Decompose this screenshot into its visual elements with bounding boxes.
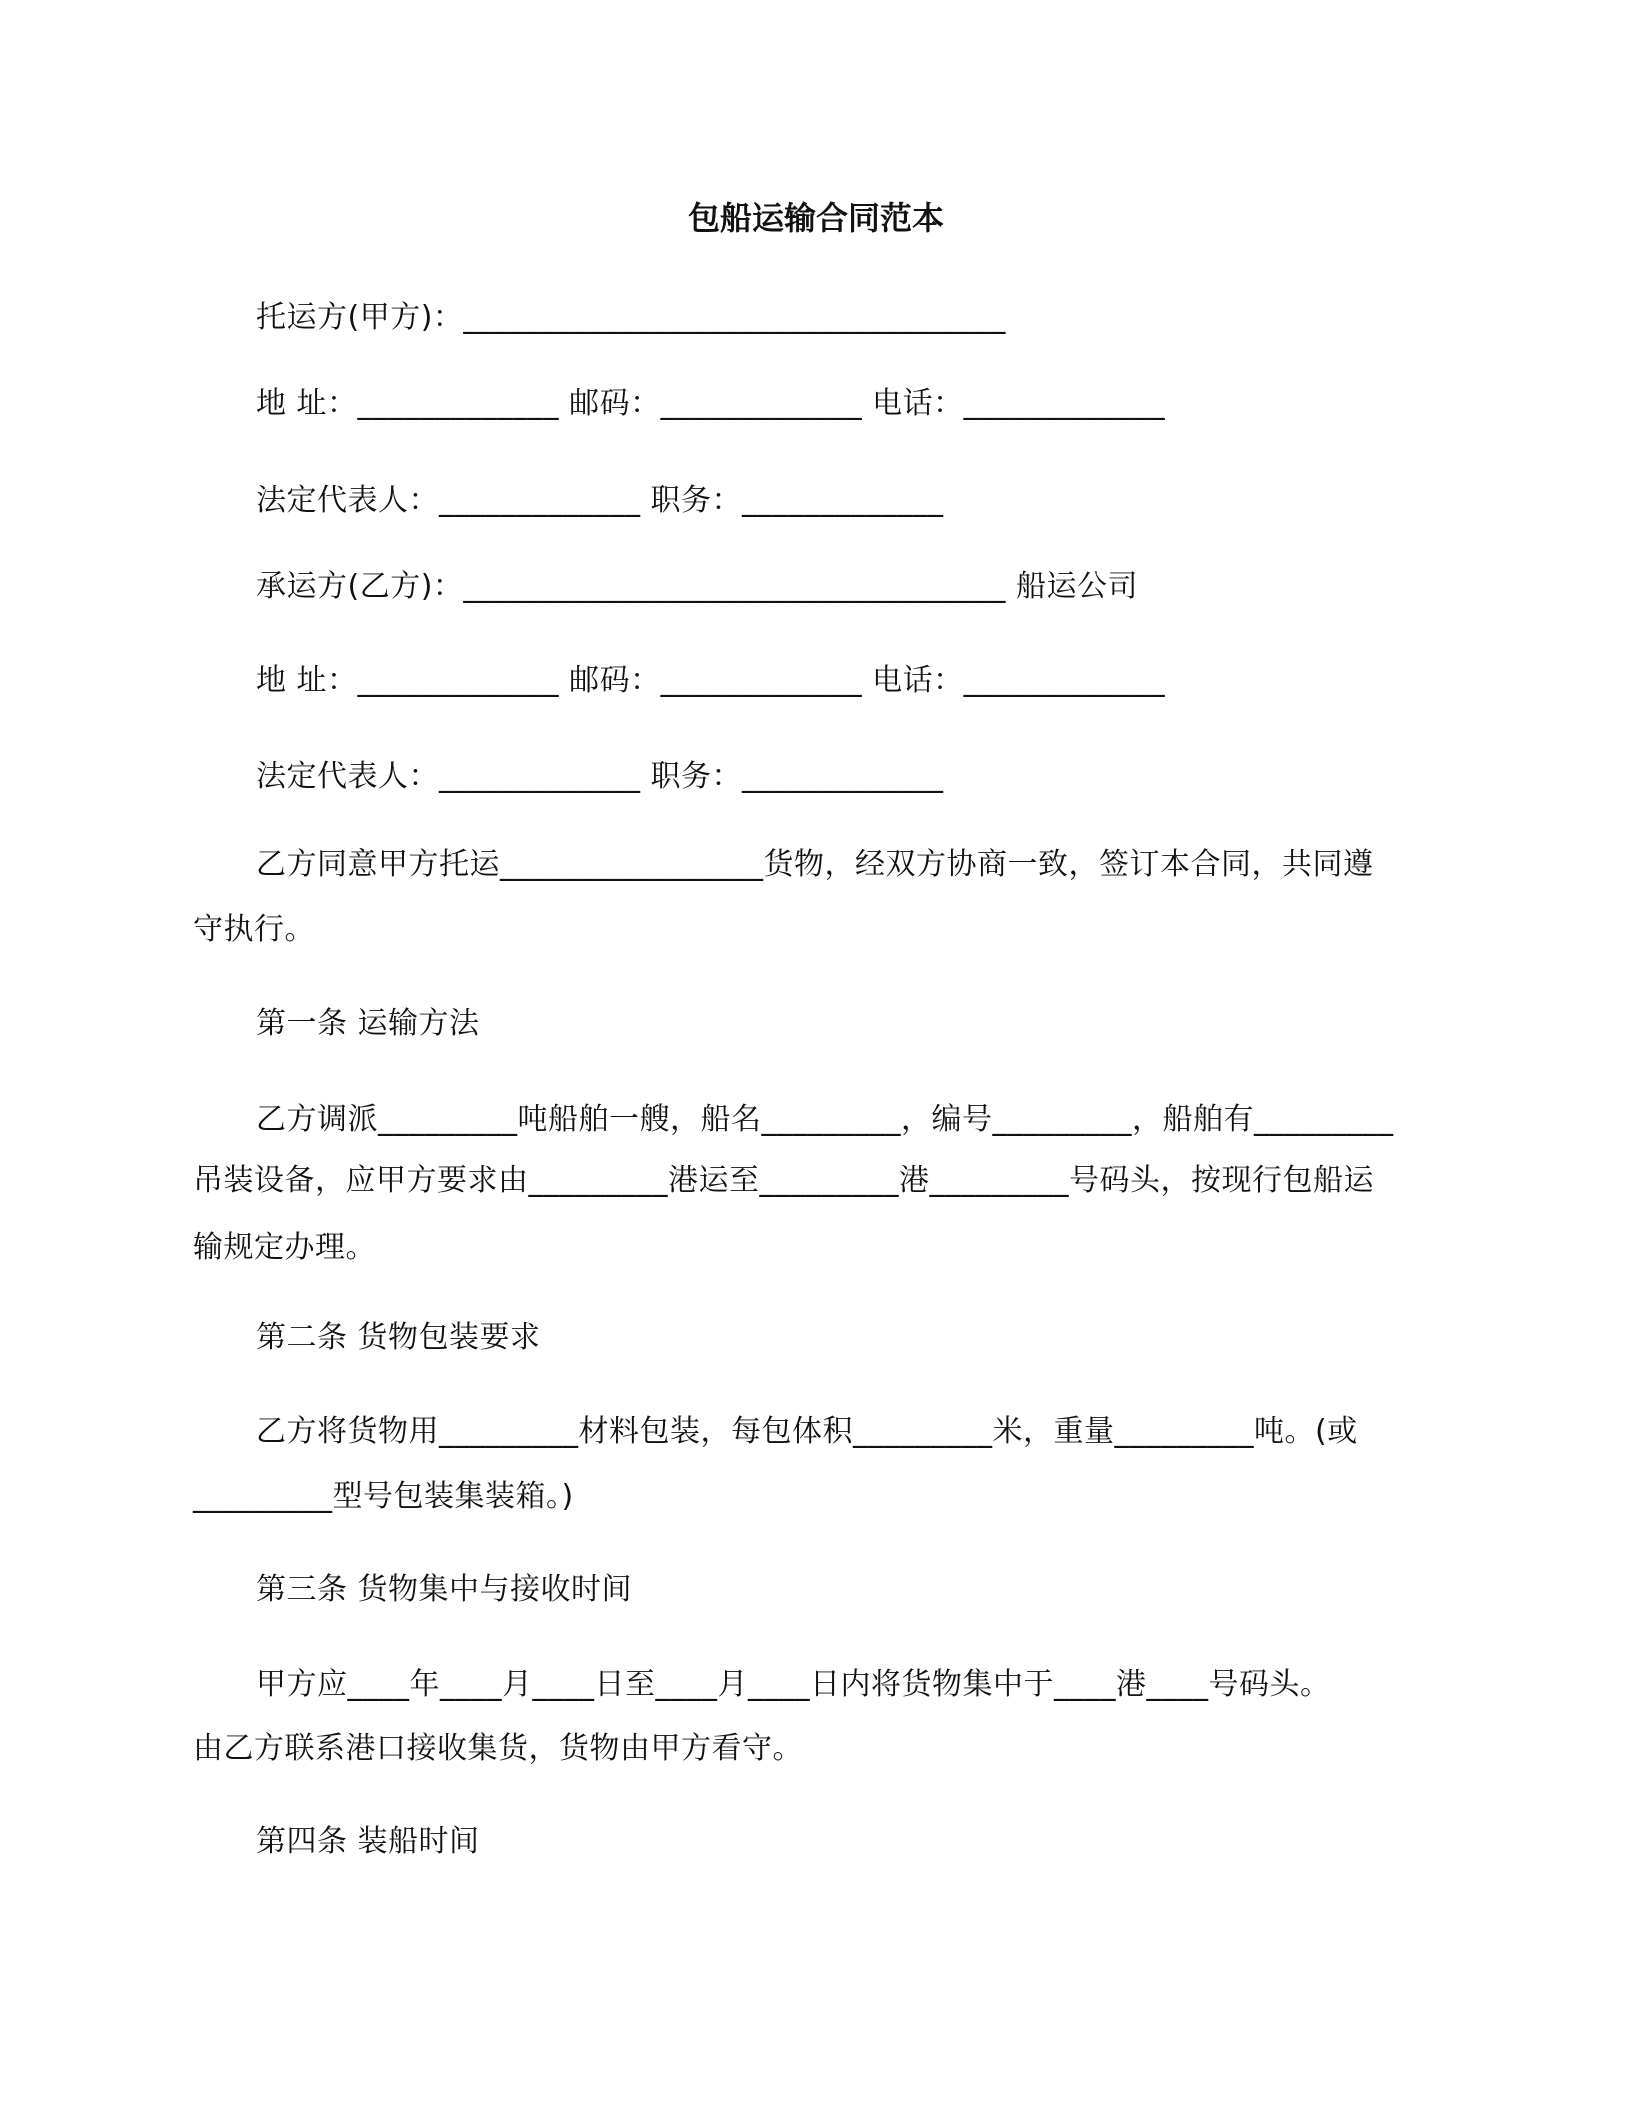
article-heading: 第二条 货物包装要求 (256, 1320, 541, 1355)
document-title: 包船运输合同范本 (687, 199, 944, 237)
article-paragraph-line: 甲方应____年____月____日至____月____日内将货物集中于____港____号码头。 (256, 1667, 1331, 1702)
shipper-representative-line: 法定代表人：_____________ 职务：_____________ (256, 483, 944, 518)
article-paragraph-line: _________型号包装集装箱。) (193, 1479, 574, 1514)
intro-paragraph-line: 守执行。 (193, 912, 315, 947)
shipper-address-line: 地 址：_____________ 邮码：_____________ 电话：_____________ (256, 386, 1166, 421)
shipper-line: 托运方(甲方)：___________________________________ (256, 300, 1006, 335)
article-paragraph-line: 由乙方联系港口接收集货，货物由甲方看守。 (193, 1731, 803, 1766)
carrier-line: 承运方(乙方)：___________________________________ 船运公司 (256, 569, 1138, 604)
article-paragraph-line: 乙方调派_________吨船舶一艘，船名_________，编号_________，船舶有_________ (256, 1102, 1394, 1137)
article-heading: 第一条 运输方法 (256, 1006, 480, 1041)
carrier-address-line: 地 址：_____________ 邮码：_____________ 电话：_____________ (256, 663, 1166, 698)
carrier-representative-line: 法定代表人：_____________ 职务：_____________ (256, 759, 944, 794)
article-heading: 第三条 货物集中与接收时间 (256, 1572, 633, 1607)
article-paragraph-line: 吊装设备，应甲方要求由_________港运至_________港_________号码头，按现行包船运 (193, 1163, 1374, 1198)
intro-paragraph-line: 乙方同意甲方托运_________________货物，经双方协商一致，签订本合同，共同遵 (256, 847, 1374, 882)
article-paragraph-line: 输规定办理。 (193, 1230, 376, 1265)
article-heading: 第四条 装船时间 (256, 1824, 480, 1859)
article-paragraph-line: 乙方将货物用_________材料包装，每包体积_________米，重量_________吨。(或 (256, 1414, 1358, 1449)
